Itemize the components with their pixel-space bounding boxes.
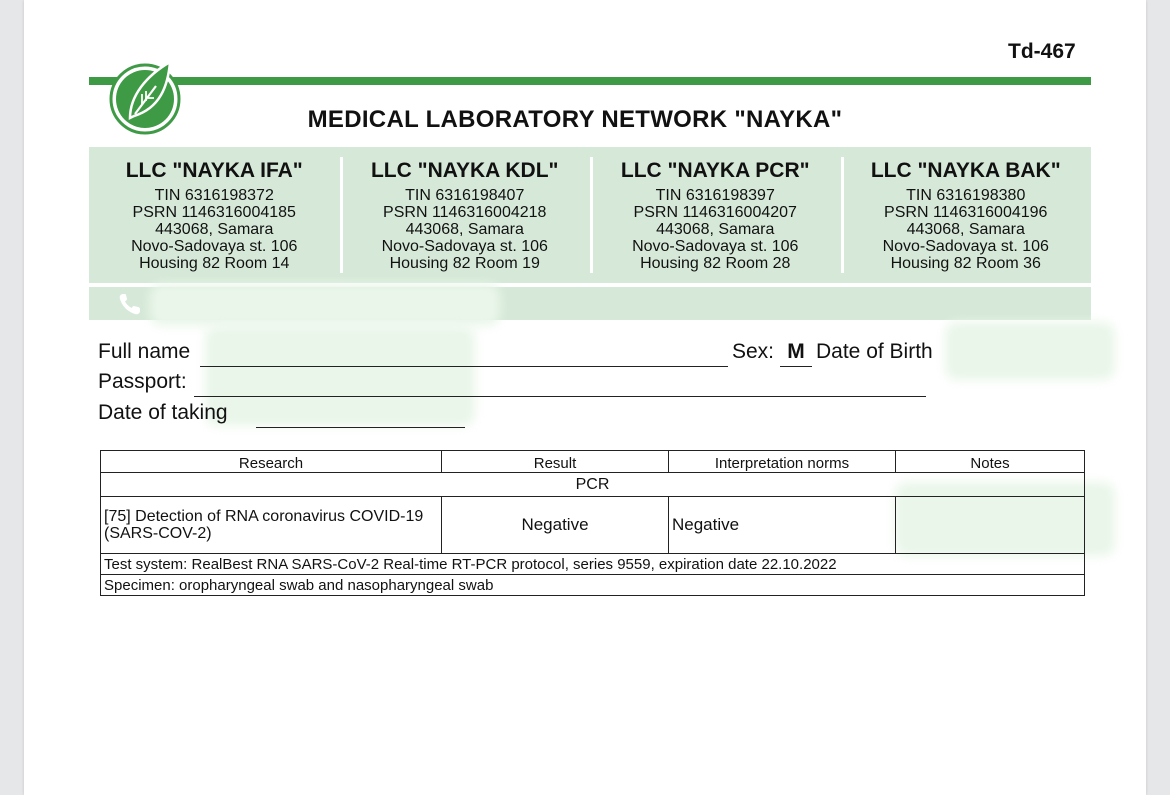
- organizations-panel: [89, 147, 1091, 283]
- leaf-logo-icon: [108, 56, 182, 136]
- redaction-mark: [205, 326, 475, 426]
- organization-tin: TIN 6316198397: [655, 187, 775, 204]
- sex-value: M: [787, 340, 805, 363]
- network-title: MEDICAL LABORATORY NETWORK "NAYKA": [307, 106, 843, 133]
- organization-street: Novo-Sadovaya st. 106: [882, 238, 1049, 255]
- organization-tin: TIN 6316198380: [906, 187, 1026, 204]
- dob-label: Date of Birth: [816, 340, 933, 363]
- organization-street: Novo-Sadovaya st. 106: [131, 238, 298, 255]
- organization-tin: TIN 6316198407: [405, 187, 525, 204]
- organization-psrn: PSRN 1146316004196: [884, 204, 1048, 221]
- organization-block: [340, 147, 591, 283]
- column-header: Result: [442, 451, 669, 473]
- redaction-mark: [150, 284, 500, 326]
- full-name-underline: [200, 366, 728, 367]
- passport-label: Passport:: [98, 370, 187, 393]
- document-id: Td-467: [1008, 40, 1076, 63]
- organization-housing: Housing 82 Room 36: [890, 255, 1041, 272]
- passport-underline: [194, 396, 926, 397]
- result-cell: Negative: [442, 497, 669, 554]
- organization-city: 443068, Samara: [155, 221, 274, 238]
- full-name-label: Full name: [98, 340, 191, 363]
- date-of-taking-underline: [256, 427, 465, 428]
- organization-street: Novo-Sadovaya st. 106: [381, 238, 548, 255]
- organization-city: 443068, Samara: [405, 221, 524, 238]
- interpretation-cell: Negative: [669, 497, 896, 554]
- organization-city: 443068, Samara: [906, 221, 1025, 238]
- specimen-row: [101, 575, 1085, 596]
- organization-block: [841, 147, 1092, 283]
- redaction-mark: [945, 322, 1115, 380]
- date-of-taking-label: Date of taking: [98, 401, 228, 424]
- organization-housing: Housing 82 Room 14: [139, 255, 290, 272]
- phone-icon: [117, 292, 143, 316]
- organization-housing: Housing 82 Room 28: [640, 255, 791, 272]
- header-accent-bar: [89, 77, 1091, 85]
- results-table: [100, 450, 1085, 596]
- sex-underline: [780, 366, 812, 367]
- organization-name: LLC "NAYKA PCR": [620, 159, 810, 182]
- test-system-text: Test system: RealBest RNA SARS-CoV-2 Real-time RT-PCR protocol, series 9559, expiration date 22.10.2022: [101, 554, 1085, 575]
- organization-block: [89, 147, 340, 283]
- organization-psrn: PSRN 1146316004185: [132, 204, 296, 221]
- column-header: Notes: [896, 451, 1085, 473]
- section-title: PCR: [101, 473, 1085, 497]
- test-system-row: [101, 554, 1085, 575]
- organization-tin: TIN 6316198372: [154, 187, 274, 204]
- organization-city: 443068, Samara: [656, 221, 775, 238]
- organization-name: LLC "NAYKA BAK": [870, 159, 1061, 182]
- organization-psrn: PSRN 1146316004218: [383, 204, 547, 221]
- sex-label: Sex:: [732, 340, 775, 363]
- organization-block: [590, 147, 841, 283]
- organization-street: Novo-Sadovaya st. 106: [632, 238, 799, 255]
- table-row: [101, 497, 1085, 554]
- section-row: [101, 473, 1085, 497]
- organization-name: LLC "NAYKA IFA": [125, 159, 303, 182]
- organization-name: LLC "NAYKA KDL": [370, 159, 559, 182]
- column-header: Research: [101, 451, 442, 473]
- notes-cell: [896, 497, 1085, 554]
- organization-psrn: PSRN 1146316004207: [633, 204, 797, 221]
- column-header: Interpretation norms: [669, 451, 896, 473]
- research-cell: [75] Detection of RNA coronavirus COVID-19 (SARS-COV-2): [101, 497, 442, 554]
- table-header-row: [101, 451, 1085, 473]
- specimen-text: Specimen: oropharyngeal swab and nasopharyngeal swab: [101, 575, 1085, 596]
- organization-housing: Housing 82 Room 19: [389, 255, 540, 272]
